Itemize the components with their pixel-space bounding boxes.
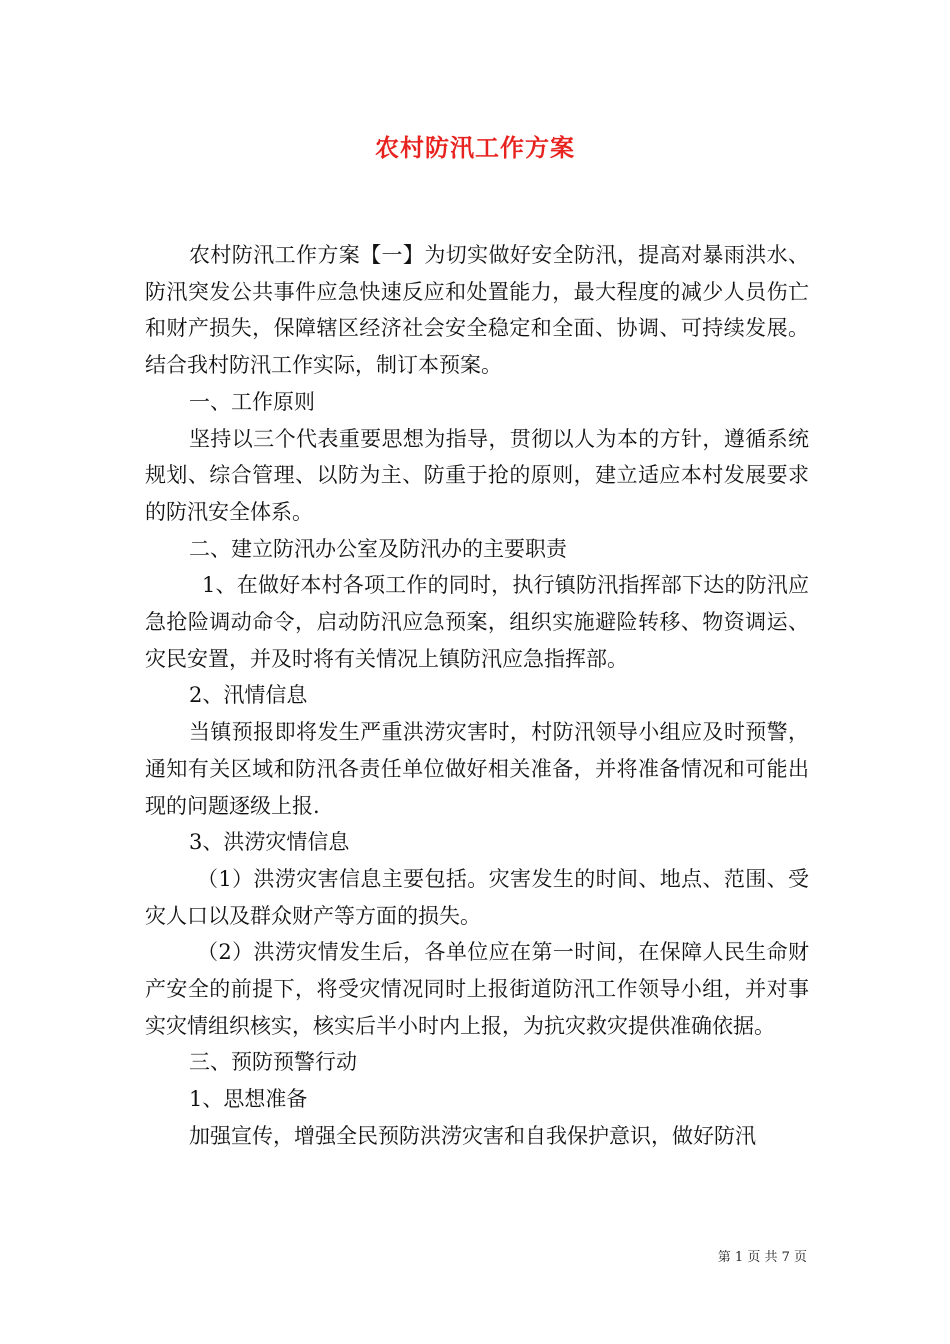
heading-disaster-info: 3、洪涝灾情信息 [189, 830, 350, 855]
heading-mental-prep: 1、思想准备 [189, 1087, 308, 1112]
paragraph-principles: 坚持以三个代表重要思想为指导，贯彻以人为本的方针，遵循系统规划、综合管理、以防为主、防重于抢的原则，建立适应本村发展要求的防汛安全体系。 [145, 426, 809, 524]
paragraph-intro: 农村防汛工作方案【一】为切实做好安全防汛，提高对暴雨洪水、防汛突发公共事件应急快速反应和处置能力，最大程度的减少人员伤亡和财产损失，保障辖区经济社会安全稳定和全面、协调、可持续发展。结合我村防汛工作实际，制订本预案。 [145, 243, 809, 378]
page-number: 第 1 页 共 7 页 [717, 1250, 807, 1265]
heading-work-principles: 一、工作原则 [189, 389, 315, 414]
heading-prevention: 三、预防预警行动 [189, 1050, 357, 1075]
paragraph-flood-info: 当镇预报即将发生严重洪涝灾害时，村防汛领导小组应及时预警，通知有关区域和防汛各责任单位做好相关准备，并将准备情况和可能出现的问题逐级上报. [145, 720, 809, 818]
document-title: 农村防汛工作方案 [375, 133, 575, 162]
paragraph-disaster-info-2: （2）洪涝灾情发生后，各单位应在第一时间，在保障人民生命财产安全的前提下，将受灾情况同时上报街道防汛工作领导小组，并对事实灾情组织核实，核实后半小时内上报，为抗灾救灾提供准确依据。 [145, 940, 809, 1038]
paragraph-duty-1: 1、在做好本村各项工作的同时，执行镇防汛指挥部下达的防汛应急抢险调动命令，启动防汛应急预案，组织实施避险转移、物资调运、灾民安置，并及时将有关情况上镇防汛应急指挥部。 [145, 573, 809, 671]
heading-flood-info: 2、汛情信息 [189, 683, 308, 708]
document-body [145, 237, 809, 1155]
paragraph-disaster-info-1: （1）洪涝灾害信息主要包括。灾害发生的时间、地点、范围、受灾人口以及群众财产等方面的损失。 [145, 866, 809, 928]
heading-flood-office: 二、建立防汛办公室及防汛办的主要职责 [189, 536, 567, 561]
paragraph-mental-prep: 加强宣传，增强全民预防洪涝灾害和自我保护意识，做好防汛 [189, 1123, 756, 1148]
